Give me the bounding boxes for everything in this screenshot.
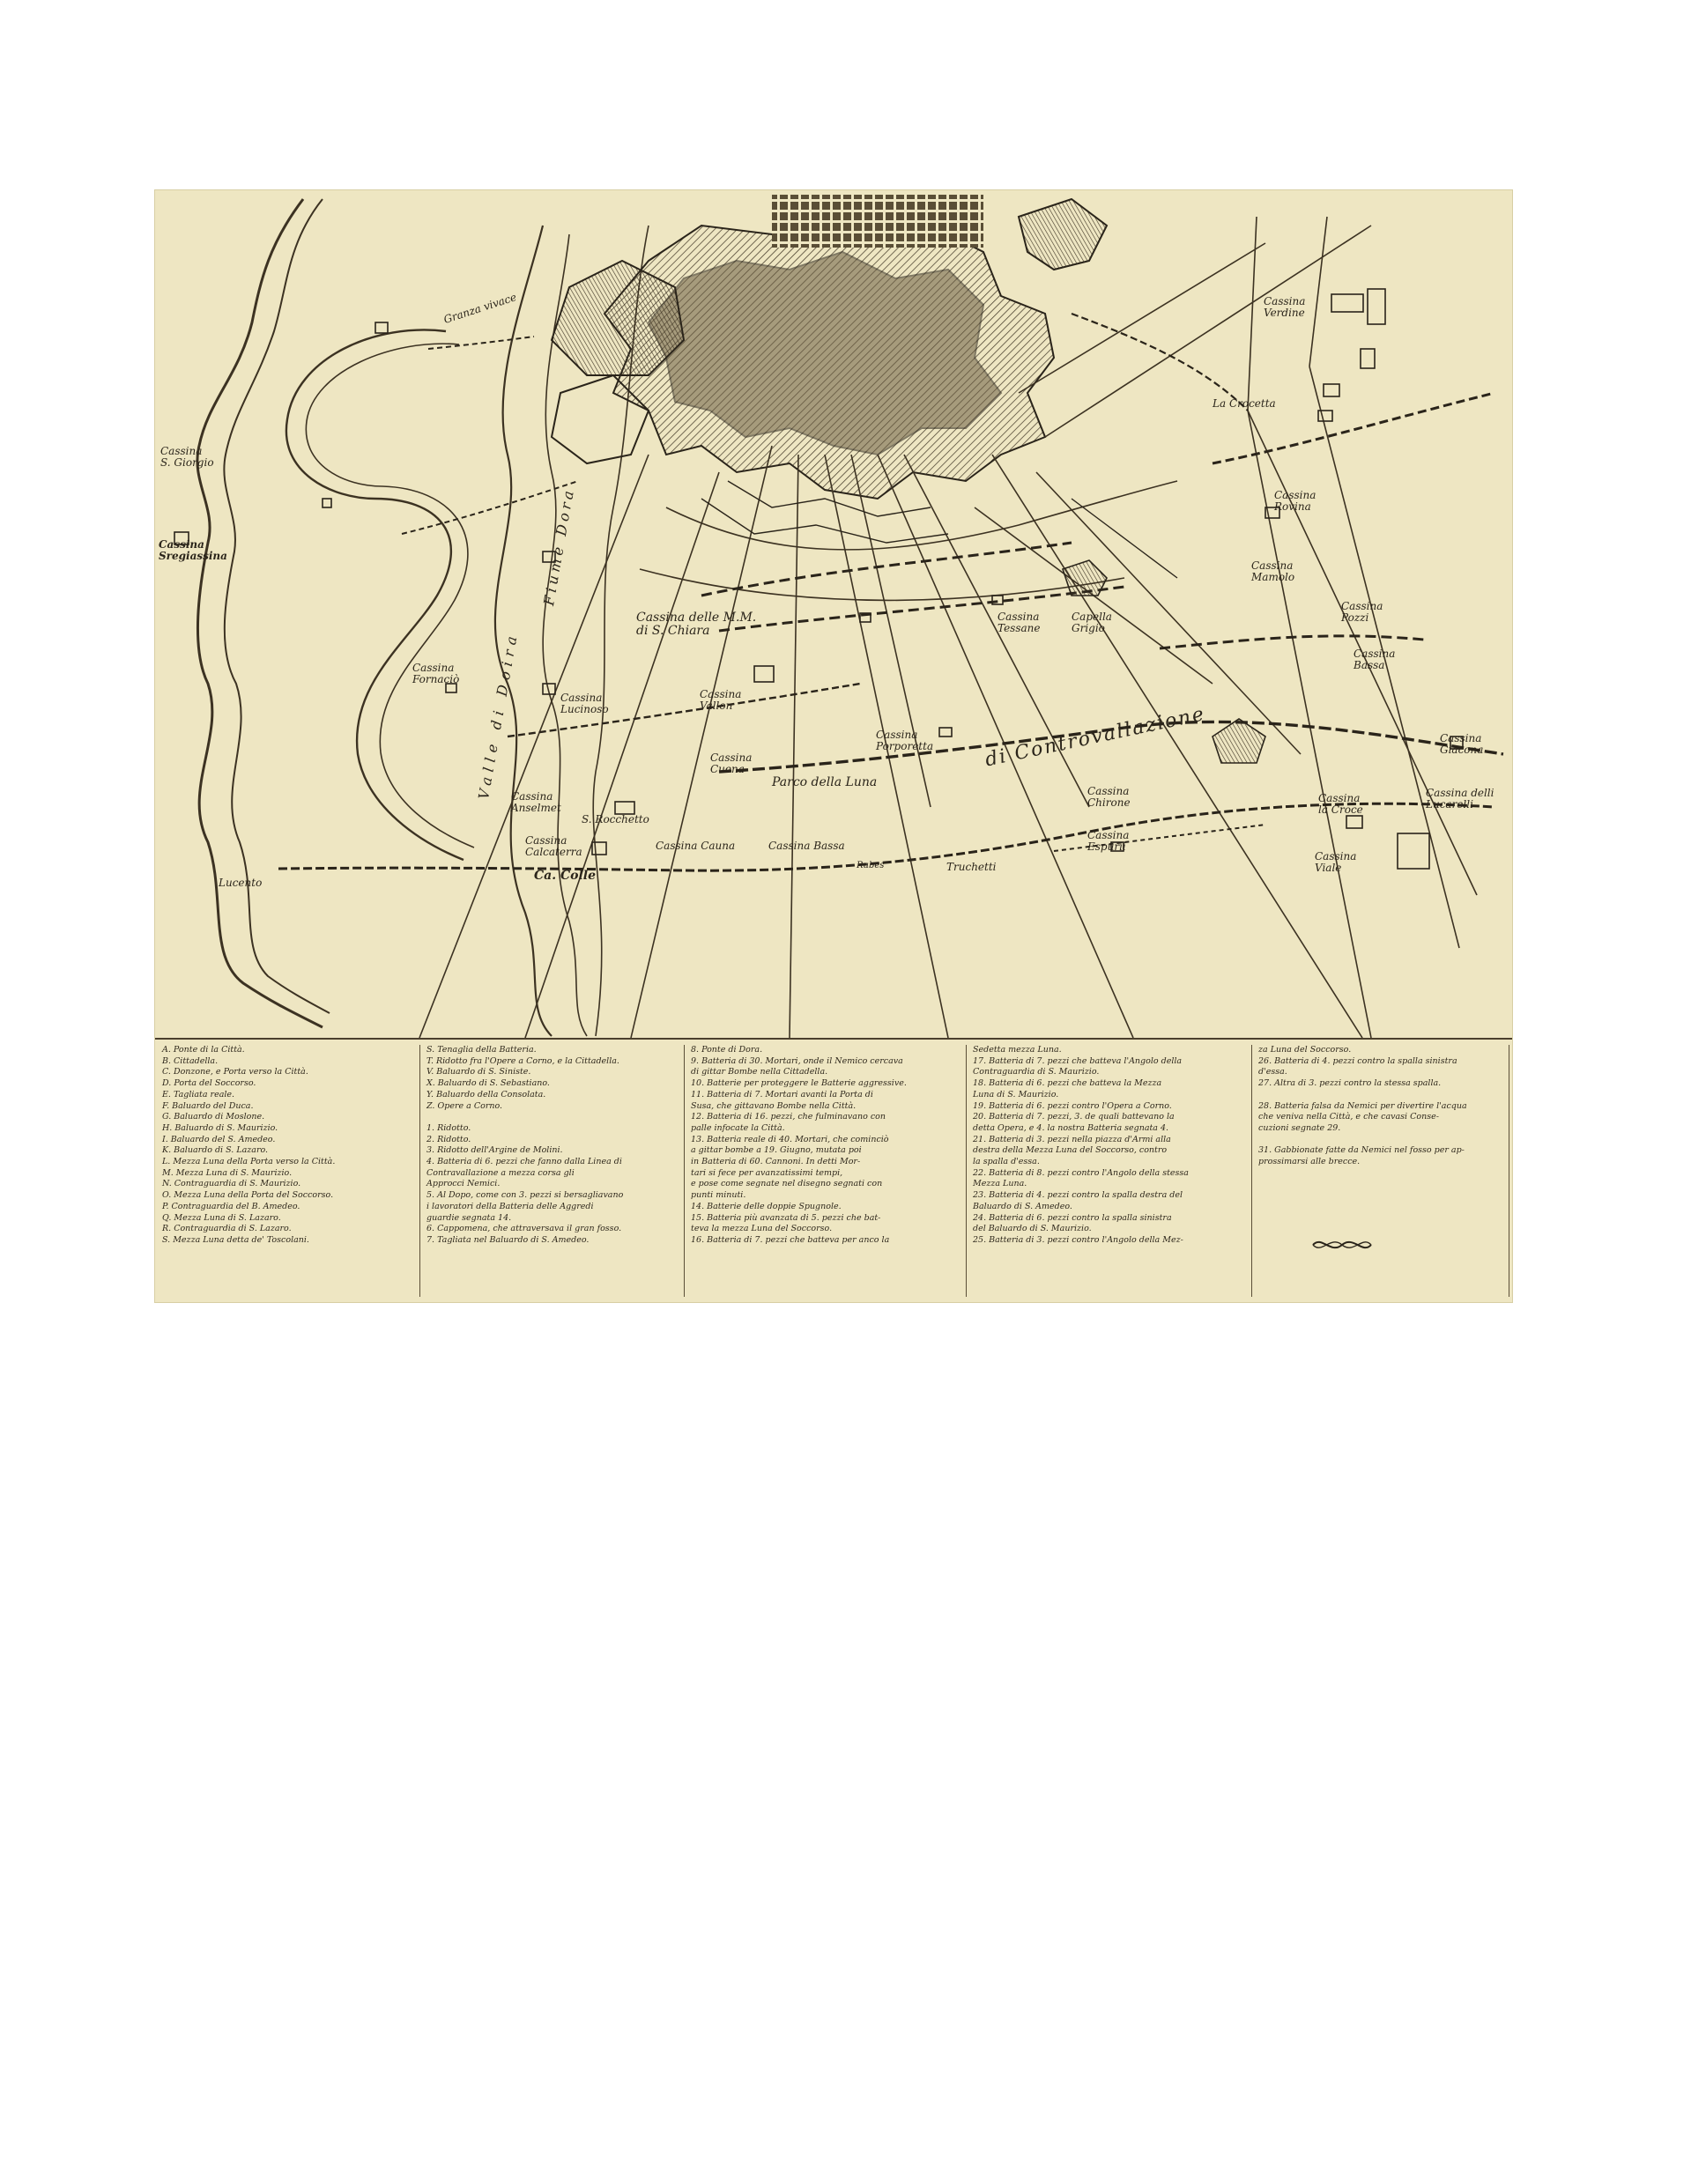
- legend-item: X. Baluardo di S. Sebastiano.: [426, 1078, 550, 1089]
- legend-item: 8. Ponte di Dora.: [691, 1045, 763, 1055]
- legend-item: 6. Cappomena, che attraversava il gran fosso.: [426, 1224, 622, 1234]
- legend-item: G. Baluardo di Moslone.: [162, 1112, 265, 1122]
- legend-item: Approcci Nemici.: [426, 1179, 501, 1189]
- legend-item: 13. Batteria reale di 40. Mortari, che cominciò: [691, 1134, 889, 1144]
- legend-ornament: [1311, 1235, 1373, 1255]
- legend-item: 19. Batteria di 6. pezzi contro l'Opera a Corno.: [973, 1100, 1172, 1111]
- map-label-cassina-rovina: Cassina Rovina: [1274, 489, 1316, 513]
- map-label-cassina-tessane: Cassina Tessane: [998, 611, 1041, 634]
- legend-item: P. Contraguardia del B. Amedeo.: [162, 1201, 300, 1211]
- legend-item: Contraguardia di S. Maurizio.: [973, 1067, 1100, 1077]
- legend-item: 12. Batteria di 16. pezzi, che fulminavano con: [691, 1112, 886, 1122]
- legend-item: Y. Baluardo della Consolata.: [426, 1089, 546, 1099]
- legend-item: R. Contraguardia di S. Lazaro.: [162, 1224, 292, 1234]
- legend-item: 16. Batteria di 7. pezzi che batteva per anco la: [691, 1234, 890, 1245]
- legend-item: detta Opera, e 4. la nostra Batteria segnata 4.: [973, 1122, 1169, 1133]
- legend-item: punti minuti.: [691, 1190, 746, 1201]
- map-label-cassina-vallon: Cassina Vallon: [700, 688, 742, 712]
- legend-item: 24. Batteria di 6. pezzi contro la spalla sinistra: [973, 1212, 1172, 1223]
- legend-item: cuzioni segnate 29.: [1258, 1122, 1341, 1133]
- map-label-cassina-sregiassina: Cassina Sregiassina: [159, 538, 227, 562]
- legend-item: S. Mezza Luna detta de' Toscolani.: [162, 1234, 309, 1245]
- legend-item: 26. Batteria di 4. pezzi contro la spalla sinistra: [1258, 1055, 1457, 1066]
- legend-item: D. Porta del Soccorso.: [162, 1078, 256, 1089]
- map-label-ca-colle: Ca. Colle: [534, 869, 596, 883]
- legend-item: 14. Batterie delle doppie Spugnole.: [691, 1201, 842, 1211]
- legend-item: Z. Opere a Corno.: [426, 1100, 503, 1111]
- legend-item: T. Ridotto fra l'Opere a Corno, e la Cittadella.: [426, 1055, 619, 1066]
- legend-item: 1. Ridotto.: [426, 1122, 471, 1133]
- map-label-cassina-fornacio: Cassina Fornaciò: [412, 662, 460, 685]
- map-label-controvallazione: di Controvallazione: [983, 703, 1208, 772]
- legend-item: 7. Tagliata nel Baluardo di S. Amedeo.: [426, 1234, 590, 1245]
- map-label-cassina-cauna: Cassina Cauna: [656, 840, 736, 852]
- map-label-s-rocchetto: S. Rocchetto: [582, 813, 649, 825]
- legend-item: Susa, che gittavano Bombe nella Città.: [691, 1100, 857, 1111]
- legend-item: d'essa.: [1258, 1067, 1287, 1077]
- legend-item: Baluardo di S. Amedeo.: [973, 1201, 1072, 1211]
- legend-item: 5. Al Dopo, come con 3. pezzi si bersagliavano: [426, 1190, 624, 1201]
- map-label-cassina-mm: Cassina delle M.M. di S. Chiara: [636, 611, 757, 638]
- legend-item: guardie segnata 14.: [426, 1212, 512, 1223]
- legend-item: 10. Batterie per proteggere le Batterie aggressive.: [691, 1078, 907, 1089]
- map-legend: [155, 1038, 1512, 1302]
- legend-item: 22. Batteria di 8. pezzi contro l'Angolo della stessa: [973, 1167, 1189, 1178]
- legend-item: in Batteria di 60. Cannoni. In detti Mor-: [691, 1157, 861, 1167]
- legend-item: prossimarsi alle brecce.: [1258, 1157, 1361, 1167]
- legend-item: B. Cittadella.: [162, 1055, 219, 1066]
- map-label-lucento: Lucento: [219, 877, 263, 889]
- legend-item: di gittar Bombe nella Cittadella.: [691, 1067, 828, 1077]
- legend-column-4: [969, 1045, 1252, 1297]
- legend-item: M. Mezza Luna di S. Maurizio.: [162, 1167, 293, 1178]
- map-label-cassina-delli-lucarelli: Cassina delli Lucarelli: [1426, 787, 1494, 811]
- legend-item: destra della Mezza Luna del Soccorso, contro: [973, 1145, 1168, 1156]
- map-label-cassina-chirone: Cassina Chirone: [1087, 785, 1131, 809]
- map-label-cassina-mamolo: Cassina Mamolo: [1251, 559, 1295, 583]
- map-label-cassina-pozzi: Cassina Pozzi: [1341, 600, 1383, 624]
- legend-item: V. Baluardo di S. Siniste.: [426, 1067, 531, 1077]
- legend-column-2: [423, 1045, 685, 1297]
- map-label-rubes: Rubes: [857, 861, 885, 870]
- legend-item: 17. Batteria di 7. pezzi che batteva l'Angolo della: [973, 1055, 1183, 1066]
- map-label-cassina-cuena: Cassina Cuena: [710, 751, 753, 775]
- legend-item: 21. Batteria di 3. pezzi nella piazza d'Armi alla: [973, 1134, 1171, 1144]
- legend-item: 23. Batteria di 4. pezzi contro la spalla destra del: [973, 1190, 1183, 1201]
- legend-item: 28. Batteria falsa da Nemici per divertire l'acqua: [1258, 1100, 1467, 1111]
- legend-item: 2. Ridotto.: [426, 1134, 471, 1144]
- legend-item: F. Baluardo del Duca.: [162, 1100, 254, 1111]
- legend-item: 27. Altra di 3. pezzi contro la stessa spalla.: [1258, 1078, 1442, 1089]
- map-label-cassina-viale: Cassina Viale: [1315, 850, 1357, 874]
- map-label-capella-grigio: Capella Grigio: [1072, 611, 1112, 634]
- legend-item: 31. Gabbionate fatte da Nemici nel fosso per ap-: [1258, 1145, 1465, 1156]
- legend-item: che veniva nella Città, e che cavasi Conse-: [1258, 1112, 1439, 1122]
- engraved-map-sheet: [155, 190, 1512, 1302]
- legend-item: Sedetta mezza Luna.: [973, 1045, 1062, 1055]
- legend-item: i lavoratori della Batteria delle Aggredi: [426, 1201, 594, 1211]
- legend-item: 18. Batteria di 6. pezzi che batteva la Mezza: [973, 1078, 1162, 1089]
- map-label-la-crocetta: La Crocetta: [1213, 397, 1276, 410]
- legend-column-3: [687, 1045, 967, 1297]
- legend-item: 3. Ridotto dell'Argine de Molini.: [426, 1145, 563, 1156]
- legend-column-5: [1255, 1045, 1509, 1297]
- legend-item: [423, 1112, 684, 1123]
- legend-item: C. Donzone, e Porta verso la Città.: [162, 1067, 308, 1077]
- legend-item: 11. Batteria di 7. Mortari avanti la Porta di: [691, 1089, 873, 1099]
- legend-item: la spalla d'essa.: [973, 1157, 1040, 1167]
- legend-item: E. Tagliata reale.: [162, 1089, 235, 1099]
- legend-item: [1255, 1135, 1509, 1146]
- map-label-cassina-porporetta: Cassina Porporetta: [876, 729, 934, 752]
- legend-item: Contravallazione a mezza corsa gli: [426, 1167, 575, 1178]
- map-label-cassina-bassa: Cassina Bassa: [1354, 648, 1396, 671]
- legend-item: [1255, 1090, 1509, 1101]
- legend-item: O. Mezza Luna della Porta del Soccorso.: [162, 1190, 334, 1201]
- legend-item: 20. Batteria di 7. pezzi, 3. de quali battevano la: [973, 1112, 1175, 1122]
- map-label-cassina-anselmet: Cassina Anselmet: [511, 790, 561, 814]
- map-label-cassina-la-croce: Cassina la Croce: [1318, 792, 1363, 816]
- map-label-valle-doira: Valle di Doira: [475, 629, 522, 801]
- map-drawing: [155, 190, 1512, 1038]
- legend-item: teva la mezza Luna del Soccorso.: [691, 1224, 833, 1234]
- map-label-gran-vivace: Granza vivace: [441, 291, 518, 326]
- legend-item: N. Contraguardia di S. Maurizio.: [162, 1179, 301, 1189]
- map-label-cassina-verdine: Cassina Verdine: [1264, 295, 1306, 319]
- legend-item: Mezza Luna.: [973, 1179, 1027, 1189]
- legend-item: A. Ponte di la Città.: [162, 1045, 245, 1055]
- map-label-cassina-espurii: Cassina Espurii: [1087, 829, 1130, 853]
- legend-item: L. Mezza Luna della Porta verso la Città.: [162, 1157, 336, 1167]
- legend-item: S. Tenaglia della Batteria.: [426, 1045, 537, 1055]
- legend-column-1: [159, 1045, 420, 1297]
- map-label-cassina-bassa-2: Cassina Bassa: [768, 840, 845, 852]
- map-label-fiume-dora: Fiume Dora: [540, 485, 578, 607]
- legend-item: Q. Mezza Luna di S. Lazaro.: [162, 1212, 281, 1223]
- legend-item: palle infocate la Città.: [691, 1122, 785, 1133]
- legend-item: 4. Batteria di 6. pezzi che fanno dalla Linea di: [426, 1157, 622, 1167]
- legend-item: 15. Batteria più avanzata di 5. pezzi che bat-: [691, 1212, 881, 1223]
- map-label-truchetti: Truchetti: [946, 861, 997, 873]
- legend-item: 25. Batteria di 3. pezzi contro l'Angolo della Mez-: [973, 1234, 1183, 1245]
- legend-item: Luna di S. Maurizio.: [973, 1089, 1059, 1099]
- legend-item: H. Baluardo di S. Maurizio.: [162, 1122, 278, 1133]
- legend-item: 9. Batteria di 30. Mortari, onde il Nemico cercava: [691, 1055, 903, 1066]
- map-label-cassina-lucinoso: Cassina Lucinoso: [560, 692, 609, 715]
- map-label-parco-luna: Parco della Luna: [772, 775, 878, 789]
- legend-item: I. Baluardo del S. Amedeo.: [162, 1134, 276, 1144]
- legend-item: del Baluardo di S. Maurizio.: [973, 1224, 1092, 1234]
- map-label-cassina-calcaterra: Cassina Calcaterra: [525, 834, 582, 858]
- legend-item: za Luna del Soccorso.: [1258, 1045, 1352, 1055]
- map-label-cassina-giacona: Cassina Giacona: [1440, 732, 1484, 756]
- map-label-cassina-s-giorgio: Cassina S. Giorgio: [160, 445, 214, 469]
- legend-item: K. Baluardo di S. Lazaro.: [162, 1145, 269, 1156]
- legend-item: a gittar bombe a 19. Giugno, mutata poi: [691, 1145, 862, 1156]
- legend-item: e pose come segnate nel disegno segnati con: [691, 1179, 883, 1189]
- legend-item: tari si fece per avanzatissimi tempi,: [691, 1167, 843, 1178]
